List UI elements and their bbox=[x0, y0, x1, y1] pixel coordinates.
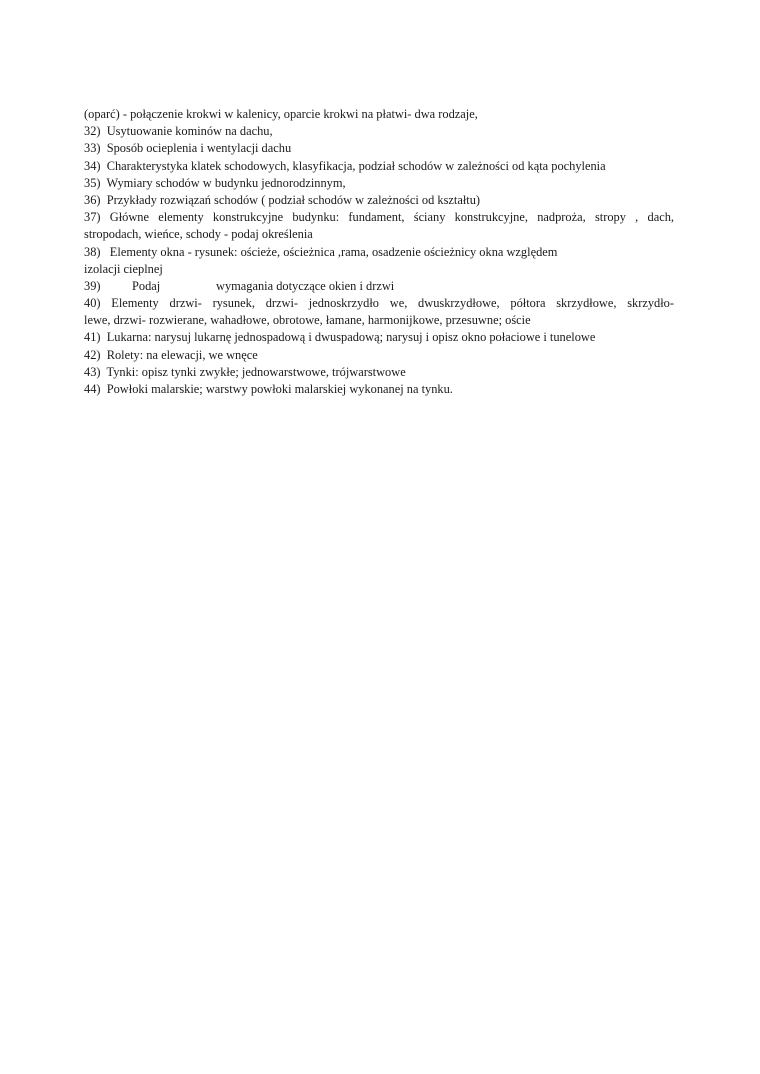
list-item-41: 41) Lukarna: narysuj lukarnę jednospadową i dwuspadową; narysuj i opisz okno połaciowe i tunelowe bbox=[84, 330, 596, 345]
list-item-39 bbox=[84, 278, 674, 295]
list-item-39-text: wymagania dotyczące okien i drzwi bbox=[216, 278, 395, 293]
list-item-34: 34) Charakterystyka klatek schodowych, klasyfikacja, podział schodów w zależności od kąta pochylenia bbox=[84, 158, 606, 173]
list-item-36: 36) Przykłady rozwiązań schodów ( podział schodów w zależności od kształtu) bbox=[84, 192, 481, 207]
list-item-37-continuation: stropodach, wieńce, schody - podaj określenia bbox=[84, 227, 313, 242]
list-item-43: 43) Tynki: opisz tynki zwykłe; jednowarstwowe, trójwarstwowe bbox=[84, 364, 406, 379]
question-list bbox=[84, 106, 674, 398]
list-item-38: 38) Elementy okna - rysunek: ościeże, ościeżnica ,rama, osadzenie ościeżnicy okna względem bbox=[84, 244, 558, 259]
list-item-44: 44) Powłoki malarskie; warstwy powłoki malarskiej wykonanej na tynku. bbox=[84, 382, 453, 396]
list-item-42: 42) Rolety: na elewacji, we wnęce bbox=[84, 347, 258, 362]
list-item-33: 33) Sposób ocieplenia i wentylacji dachu bbox=[84, 141, 292, 156]
list-item-40: 40) Elementy drzwi- rysunek, drzwi- jednoskrzydło we, dwuskrzydłowe, półtora skrzydłowe, skrzydło- bbox=[84, 296, 674, 311]
list-item-40-continuation: lewe, drzwi- rozwierane, wahadłowe, obrotowe, łamane, harmonijkowe, przesuwne; oście bbox=[84, 313, 531, 328]
text-line: (oparć) - połączenie krokwi w kalenicy, oparcie krokwi na płatwi- dwa rodzaje, bbox=[84, 107, 478, 121]
list-item-32: 32) Usytuowanie kominów na dachu, bbox=[84, 124, 273, 139]
list-item-35: 35) Wymiary schodów w budynku jednorodzinnym, bbox=[84, 175, 346, 190]
list-item-37: 37) Główne elementy konstrukcyjne budynku: fundament, ściany konstrukcyjne, nadproża, stropy , dach, bbox=[84, 210, 674, 225]
list-item-39-verb: Podaj bbox=[132, 278, 161, 293]
list-item-38-continuation: izolacji cieplnej bbox=[84, 261, 163, 276]
list-item-39-number: 39) bbox=[84, 278, 101, 293]
